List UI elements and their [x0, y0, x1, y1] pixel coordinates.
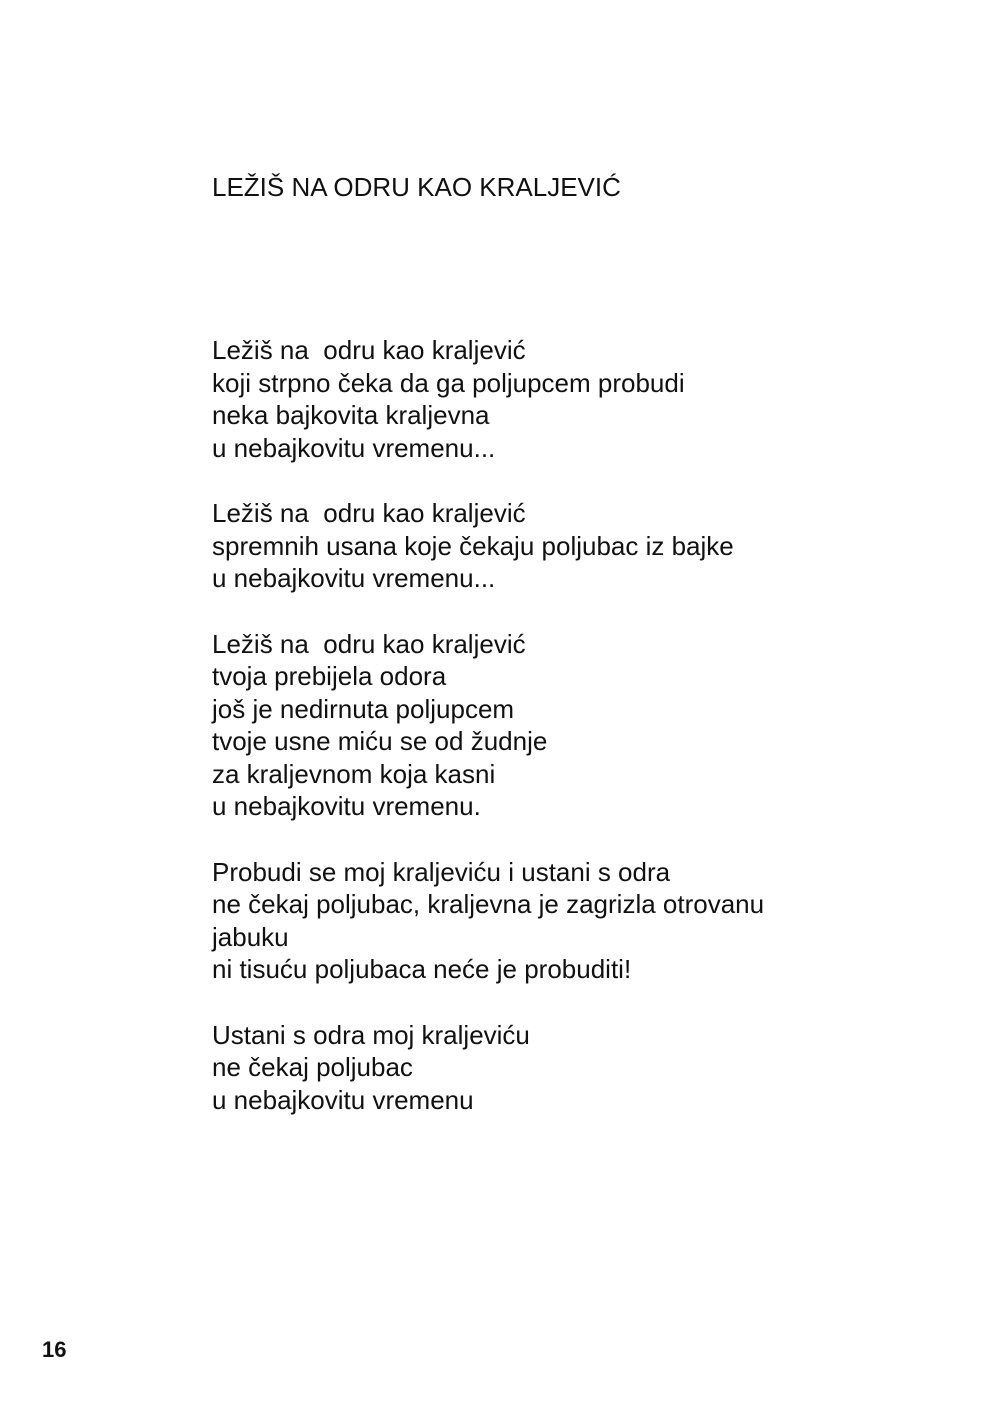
poem-line: jabuku [212, 921, 289, 952]
poem-line: Ležiš na odru kao kraljević [212, 628, 526, 659]
poem-line: Ležiš na odru kao kraljević [212, 335, 526, 365]
poem-line: spremnih usana koje čekaju poljubac iz bajke [212, 530, 734, 561]
poem-line: koji strpno čeka da ga poljupcem probudi [212, 367, 685, 398]
poem-line: Ustani s odra moj kraljeviću [212, 1019, 530, 1050]
stanza-2 [212, 497, 832, 595]
poem-line: tvoje usne miću se od žudnje [212, 726, 548, 756]
stanza-4 [212, 856, 832, 986]
poem-body [212, 334, 832, 1149]
poem-line: tvoja prebijela odora [212, 661, 447, 691]
stanza-5 [212, 1019, 832, 1117]
poem-line: ni tisuću poljubaca neće je probuditi! [212, 954, 632, 984]
poem-line: u nebajkovitu vremenu [212, 1084, 474, 1115]
poem-line: još je nedirnuta poljupcem [212, 693, 515, 724]
poem-line: u nebajkovitu vremenu... [212, 432, 496, 463]
poem-line: Probudi se moj kraljeviću i ustani s odra [212, 856, 671, 887]
stanza-3 [212, 628, 832, 823]
poem-line: neka bajkovita kraljevna [212, 400, 490, 430]
poem-line: ne čekaj poljubac, kraljevna je zagrizla otrovanu [212, 889, 765, 919]
poem-line: Ležiš na odru kao kraljević [212, 498, 526, 528]
poem-line: u nebajkovitu vremenu. [212, 791, 481, 821]
poem-line: za kraljevnom koja kasni [212, 758, 496, 789]
poem-line: u nebajkovitu vremenu... [212, 563, 496, 593]
poem-line: ne čekaj poljubac [212, 1052, 413, 1082]
stanza-1 [212, 334, 832, 464]
poem-title: LEŽIŠ NA ODRU KAO KRALJEVIĆ [212, 172, 621, 202]
page-number: 16 [42, 1337, 67, 1362]
